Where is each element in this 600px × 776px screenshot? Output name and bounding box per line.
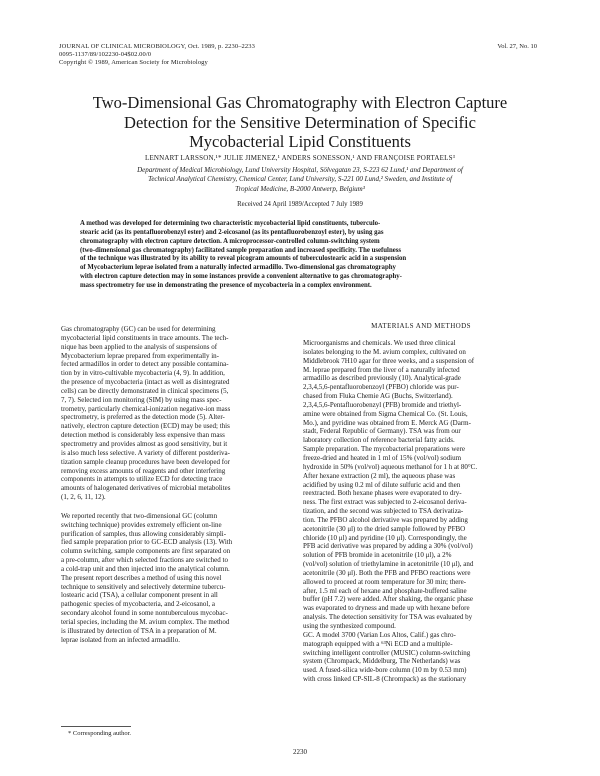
text-line: purification of samples, thus allowing considerably simpli- — [61, 529, 227, 538]
text-line: tion. The PFBO alcohol derivative was prepared by adding — [303, 515, 468, 524]
text-line: nique has been applied to the analysis of suspensions of — [61, 342, 218, 351]
right-column — [303, 322, 539, 684]
text-line: technique to sensitively and selectively determine tubercu- — [61, 582, 226, 591]
text-line: hydroxide in 50% (vol/vol) aqueous methanol for 1 h at 80°C. — [303, 462, 478, 471]
text-line: using the synthesized compound. — [303, 622, 396, 630]
text-line: PFB acid derivative was prepared by adding a 30% (vol/vol) — [303, 542, 473, 551]
text-line: natively, electron capture detection (ECD) may be used; this — [61, 422, 230, 431]
title-line: Detection for the Sensitive Determination of Specific — [124, 112, 476, 132]
text-line: column switching, sample components are first separated on — [61, 547, 231, 556]
affiliation-line: Tropical Medicine, B-2000 Antwerp, Belgium³ — [235, 184, 365, 193]
footnote: * Corresponding author. — [68, 730, 132, 737]
text-line: laboratory collection of reference bacterial fatty acids. — [303, 436, 455, 445]
abstract-line: A method was developed for determining two characteristic mycobacterial lipid constituents, tuberculo- — [80, 220, 381, 227]
text-line: fected armadillos in order to detect any possible contamina- — [61, 360, 229, 369]
text-line: chased from Fluka Chemie AG (Buchs, Switzerland). — [303, 392, 453, 401]
text-line: Mycobacterium leprae prepared from experimentally in- — [61, 351, 220, 360]
text-line: secondary alcohol found in some nontuberculous mycobac- — [61, 609, 228, 618]
text-line: solution of PFB bromide in acetonitrile (10 μl), a 2% — [303, 551, 452, 560]
text-line: Gas chromatography (GC) can be used for determining — [61, 325, 216, 333]
received-date: Received 24 April 1989/Accepted 7 July 1989 — [237, 201, 363, 208]
text-line: spectrometry and provides almost as good sensitivity, but it — [61, 439, 228, 448]
text-line: acetonitrile (30 μl) to the dried sample followed by PFBO — [303, 524, 466, 533]
text-line: is illustrated by detection of TSA in a preparation of M. — [61, 626, 217, 635]
abstract — [80, 220, 520, 291]
text-line: acidified by using 0.2 ml of dilute sulfuric acid and then — [303, 480, 461, 489]
text-line: switching intelligent controller (MUSIC) column-switching — [303, 648, 471, 657]
text-line: armadillo as described previously (10). Analytical-grade — [303, 374, 461, 383]
text-line: tion by in vitro-cultivable mycobacteria (4, 9). In addition, — [61, 369, 225, 378]
text-line: after, 1.5 ml each of hexane and phosphate-buffered saline — [303, 586, 467, 595]
text-line: ness. The first extract was subjected to 2-eicosanol deriva- — [303, 498, 467, 507]
title-line: Two-Dimensional Gas Chromatography with Electron Capture — [92, 93, 508, 112]
abstract-line: (two-dimensional gas chromatography) facilitated sample preparation and increased specificity. The usefulness — [80, 246, 402, 254]
text-line: We reported recently that two-dimensional GC (column — [61, 511, 218, 520]
section-heading-materials-methods: MATERIALS AND METHODS — [371, 322, 471, 330]
text-line: After hexane extraction (2 ml), the aqueous phase was — [303, 471, 456, 480]
text-line: 7, 7). Selected ion monitoring (SIM) by using mass spec- — [61, 395, 222, 404]
text-line: switching technique) provides extremely efficient on-line — [61, 520, 222, 529]
text-line: GC. A model 3700 (Varian Los Altos, Calif.) gas chro- — [303, 630, 456, 639]
text-line: spectrometry, is preferred as the detection mode (5). Alter- — [61, 413, 225, 422]
text-line: pathogenic species of mycobacteria, and 2-eicosanol, a — [61, 600, 215, 609]
text-line: (vol/vol) solution of triethylamine in acetonitrile (10 μl), and — [303, 560, 474, 569]
text-line: tization sample cleanup procedures have been developed for — [61, 457, 230, 466]
text-line: The present report describes a method of using this novel — [61, 573, 222, 582]
text-line: mycobacterial lipid constituents in trace amounts. The tech- — [61, 333, 229, 342]
abstract-line: of the technique was illustrated by its ability to reveal picogram amounts of tuberculostearic acid in a suspension — [80, 255, 407, 263]
text-line: trometry, particularly chemical-ionization negative-ion mass — [61, 404, 231, 413]
text-line: is also much less selective. A variety of different postderiva- — [61, 448, 230, 457]
text-line: M. leprae prepared from the liver of a naturally infected — [303, 365, 460, 374]
text-line: lostearic acid (TSA), a cellular component present in all — [61, 591, 218, 600]
abstract-line: of Mycobacterium leprae isolated from a naturally infected armadillo. Two-dimensional gas chromatography — [80, 264, 396, 272]
paper-title — [60, 93, 540, 152]
text-line: matograph equipped with a ⁶³Ni ECD and a multiple- — [303, 639, 453, 648]
text-line: freeze-dried and heated in 1 ml of 15% (vol/vol) sodium — [303, 453, 462, 462]
text-line: buffer (pH 7.2) were added. After shaking, the organic phase — [303, 595, 474, 604]
text-line: removing excess amounts of reagents and other interfering — [61, 466, 226, 475]
text-line: chloride (10 μl) and pyridine (10 μl). Correspondingly, the — [303, 533, 467, 542]
journal-copyright: Copyright © 1989, American Society for Microbiology — [59, 59, 208, 66]
text-line: isolates belonging to the M. avium complex, cultivated on — [303, 347, 466, 356]
microorganisms-paragraph — [303, 339, 539, 445]
abstract-line: with electron capture detection may in some instances provide a convenient alternative to gas chromatography- — [80, 273, 402, 281]
abstract-line: stearic acid (as its pentafluorobenzyl ester) and 2-eicosanol (as its pentafluorobenzoyl ester), by using gas — [80, 228, 384, 236]
journal-volume: Vol. 27, No. 10 — [497, 43, 537, 50]
page-number: 2230 — [293, 748, 307, 756]
abstract-line: mass spectrometry for use in demonstrating the presence of mycobacteria in a complex environment. — [80, 281, 372, 289]
text-line: amine were obtained from Sigma Chemical Co. (St. Louis, — [303, 409, 468, 418]
text-line: used. A fused-silica wide-bore column (10 m by 0.53 mm) — [303, 666, 467, 675]
text-line: components in attempts to utilize ECD for detecting trace — [61, 475, 223, 484]
text-line: was evaporated to dryness and made up with hexane before — [303, 604, 470, 613]
sample-preparation-paragraph — [303, 445, 539, 631]
text-line: cells) can be directly demonstrated in clinical specimens (5, — [61, 386, 229, 395]
affiliation-line: Technical Analytical Chemistry, Chemical Center, Lund University, S-221 00 Lund,² Sweden, and Institute of — [148, 175, 452, 184]
footnote-divider — [61, 726, 131, 727]
text-line: Microorganisms and chemicals. We used three clinical — [303, 339, 456, 347]
affiliations — [60, 166, 540, 194]
text-line: analysis. The detection sensitivity for TSA was evaluated by — [303, 613, 473, 622]
text-line: tization, and the second was subjected to TSA derivatiza- — [303, 507, 464, 516]
authors: LENNART LARSSON,¹* JULIE JIMENEZ,¹ ANDERS SONESSON,¹ AND FRANÇOISE PORTAELS³ — [144, 154, 456, 162]
left-column — [61, 322, 297, 648]
text-line: stadt, Federal Republic of Germany). TSA was from our — [303, 427, 461, 436]
text-line: a cold-trap unit and then injected into the analytical column. — [61, 564, 230, 573]
text-line: reextracted. Both hexane phases were evaporated to dry- — [303, 489, 462, 498]
text-line: allowed to proceed at room temperature for 30 min; there- — [303, 577, 467, 586]
gc-paragraph — [303, 631, 539, 684]
text-line: Middlebrook 7H10 agar for three weeks, and a suspension of — [303, 356, 475, 365]
text-line: with cross linked CP-SIL-8 (Chrompack) as the stationary — [303, 675, 467, 684]
text-line: Sample preparation. The mycobacterial preparations were — [303, 445, 465, 454]
text-line: amounts of halogenated derivatives of microbial metabolites — [61, 484, 231, 493]
text-line: leprae isolated from an infected armadillo. — [61, 635, 180, 644]
title-line: Mycobacterial Lipid Constituents — [189, 132, 411, 151]
text-line: fied sample preparation prior to GC-ECD analysis (13). With — [61, 538, 233, 547]
text-line: Mo.), and pyridine was obtained from E. Merck AG (Darm- — [303, 418, 471, 427]
text-line: the presence of mycobacteria (intact as well as disintegrated — [61, 378, 230, 387]
journal-citation: JOURNAL OF CLINICAL MICROBIOLOGY, Oct. 1989, p. 2230–2233 — [59, 43, 255, 50]
text-line: detection method is considerably less expensive than mass — [61, 431, 225, 440]
journal-header — [59, 43, 379, 67]
text-line: a pre-column, after which selected fractions are switched to — [61, 556, 228, 565]
text-line: 2,3,4,5,6-pentafluorobenzoyl (PFBO) chloride was pur- — [303, 383, 459, 392]
affiliation-line: Department of Medical Microbiology, Lund University Hospital, Sölvegatan 23, S-223 62 Lund,¹ and Department of — [137, 166, 463, 174]
journal-issn: 0095-1137/89/102230-04$02.00/0 — [59, 51, 152, 58]
text-line: acetonitrile (30 μl). Both the PFB and PFBO reactions were — [303, 568, 471, 577]
text-line: system (Chrompack, Middelburg, The Netherlands) was — [303, 657, 461, 666]
text-line: terial species, including the M. avium complex. The method — [61, 618, 230, 626]
abstract-line: chromatography with electron capture detection. A microprocessor-controlled column-switching system — [80, 237, 380, 245]
text-line: (1, 2, 6, 11, 12). — [61, 493, 106, 502]
text-line: 2,3,4,5,6-Pentafluorobenzyl (PFB) bromide and triethyl- — [303, 400, 462, 409]
